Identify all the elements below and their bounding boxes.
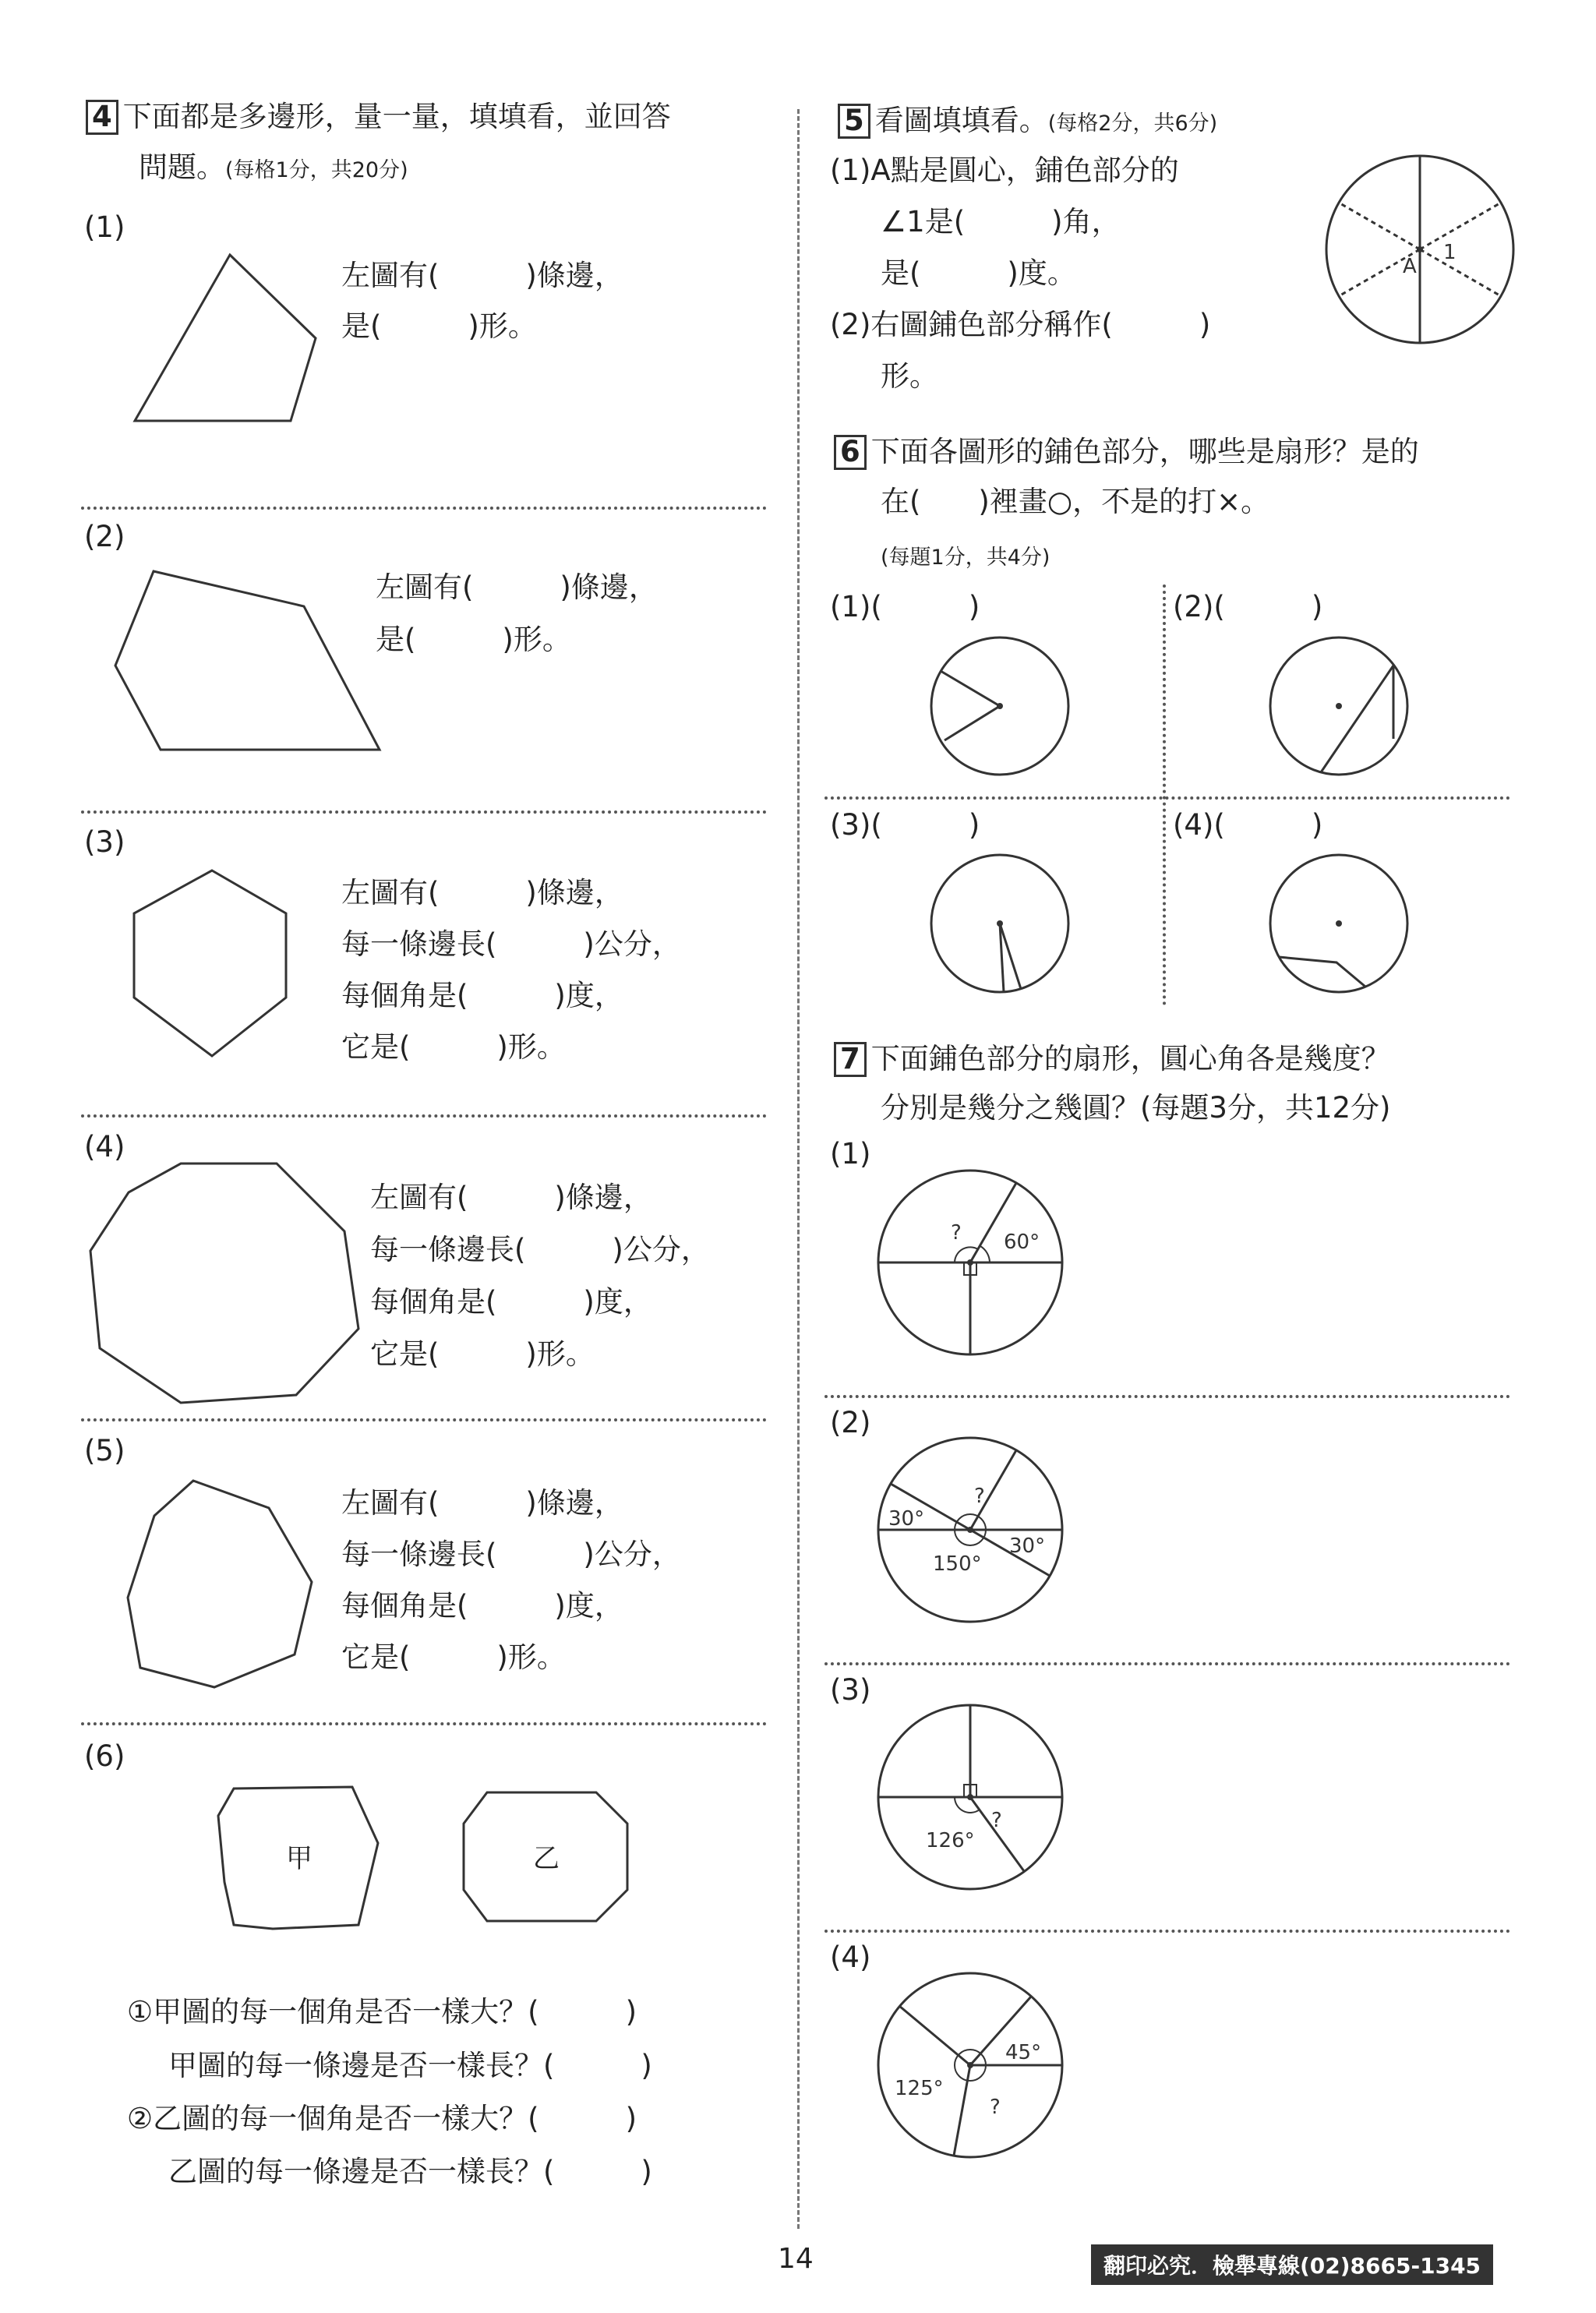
q4-item5-line: 它是( )形。 (341, 1640, 566, 1674)
q4-item6-question: ①甲圖的每一個角是否一樣大？( ) (127, 1995, 637, 2029)
angle-label: ? (991, 1809, 1002, 1832)
q7-circle-4 (878, 1973, 1062, 2157)
q5-line: 是( )度。 (881, 256, 1076, 290)
q4-item2-line: 左圖有( )條邊， (376, 570, 658, 604)
q4-item-label: (5) (84, 1434, 125, 1467)
q4-item3-line: 每一條邊長( )公分， (341, 927, 681, 961)
q6-item-label: (2)( ) (1173, 590, 1323, 623)
q4-item5-line: 每一條邊長( )公分， (341, 1538, 681, 1571)
q4-item-label: (4) (84, 1130, 125, 1164)
q4-item4-line: 它是( )形。 (370, 1337, 595, 1371)
q5-number: 5 (838, 104, 870, 139)
angle-label: ? (990, 2096, 1001, 2119)
q7-number: 7 (834, 1042, 867, 1077)
q6-item-label: (3)( ) (830, 808, 980, 842)
q6-points: (每題1分，共4分) (881, 546, 1050, 570)
q4-item-label: (1) (84, 210, 125, 244)
q4-item5-line: 每個角是( )度， (341, 1589, 623, 1623)
angle-label: 45° (1005, 2041, 1042, 2064)
shape-yi-label: 乙 (533, 1843, 560, 1874)
q4-item5-line: 左圖有( )條邊， (341, 1486, 623, 1520)
angle-label: 30° (1009, 1534, 1046, 1558)
q4-item3-line: 左圖有( )條邊， (341, 876, 623, 909)
q4-number: 4 (86, 100, 118, 135)
q4-item-label: (3) (84, 825, 125, 859)
angle-label: 125° (895, 2077, 944, 2100)
angle-label: 30° (888, 1507, 925, 1531)
q4-item-label: (6) (84, 1739, 125, 1773)
q4-item6-question: ②乙圖的每一個角是否一樣大？( ) (127, 2102, 637, 2135)
q6-item-label: (4)( ) (1173, 808, 1323, 842)
shape-jia-label: 甲 (286, 1843, 312, 1874)
q7-item-label: (3) (830, 1673, 871, 1707)
copyright-badge: 翻印必究．檢舉專線(02)8665-1345 (1091, 2244, 1493, 2285)
q7-title2: 分別是幾分之幾圓？(每題3分，共12分) (881, 1091, 1391, 1125)
q4-item3-line: 每個角是( )度， (341, 979, 623, 1012)
page-number: 14 (778, 2243, 814, 2275)
q4-item6-question: 乙圖的每一條邊是否一樣長？( ) (168, 2155, 652, 2188)
q6-title: 下面各圖形的鋪色部分，哪些是扇形？是的 (870, 435, 1419, 468)
center-a-label: A (1403, 255, 1417, 278)
q7-title: 下面鋪色部分的扇形，圓心角各是幾度？ (870, 1042, 1390, 1075)
q7-circle-1 (878, 1171, 1062, 1354)
q4-item4-line: 每個角是( )度， (370, 1285, 652, 1319)
q7-item-label: (1) (830, 1137, 871, 1171)
angle-label: ? (974, 1485, 985, 1508)
angle-label: 60° (1004, 1231, 1040, 1254)
q5-line: ∠1是( )角， (881, 205, 1121, 238)
q7-circle-2 (878, 1438, 1062, 1622)
q5-line: (1)A點是圓心，鋪色部分的 (830, 154, 1179, 187)
q4-item3-line: 它是( )形。 (341, 1030, 566, 1064)
q6-item-label: (1)( ) (830, 590, 980, 623)
q4-item-label: (2) (84, 520, 125, 553)
q4-title2: 問題。 (139, 150, 225, 184)
q4-points: (每格1分，共20分) (225, 158, 408, 182)
angle-1-label: 1 (1443, 241, 1457, 264)
q4-item4-line: 左圖有( )條邊， (370, 1181, 652, 1214)
q5-points: (每格2分，共6分) (1047, 111, 1218, 136)
q4-item1-line: 是( )形。 (341, 309, 537, 343)
angle-label: ? (951, 1221, 962, 1245)
q7-item-label: (4) (830, 1940, 871, 1974)
q7-circle-3 (878, 1705, 1062, 1889)
q4-title: 下面都是多邊形，量一量，填填看，並回答 (122, 100, 671, 133)
q4-item2-line: 是( )形。 (376, 623, 571, 656)
q4-item1-line: 左圖有( )條邊， (341, 259, 623, 292)
q5-line: 形。 (881, 359, 938, 393)
q5-line: (2)右圖鋪色部分稱作( ) (830, 308, 1211, 341)
q5-title: 看圖填填看。 (874, 104, 1048, 137)
q6-number: 6 (834, 435, 867, 470)
q4-item6-question: 甲圖的每一條邊是否一樣長？( ) (168, 2049, 652, 2082)
angle-label: 126° (926, 1829, 975, 1852)
q4-item4-line: 每一條邊長( )公分， (370, 1233, 710, 1266)
q6-title2: 在( )裡畫○，不是的打×。 (881, 485, 1270, 518)
q7-item-label: (2) (830, 1406, 871, 1439)
angle-label: 150° (933, 1552, 982, 1576)
